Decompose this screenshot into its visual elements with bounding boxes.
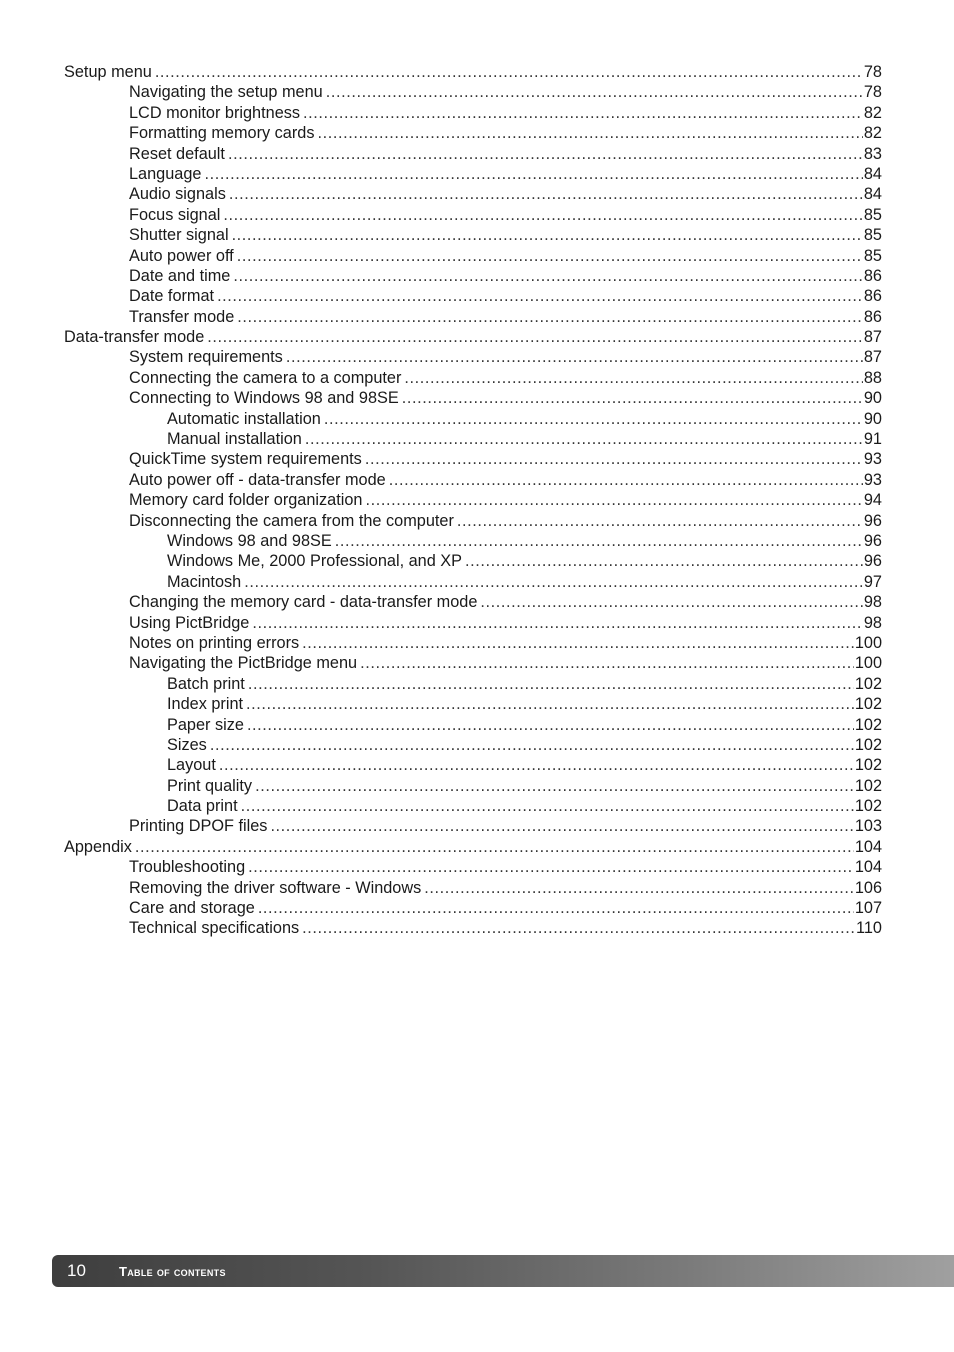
toc-entry [64, 103, 882, 123]
toc-entry-title: System requirements [129, 348, 283, 367]
toc-entry [64, 694, 882, 714]
toc-entry [64, 327, 882, 347]
toc-entry-title: Transfer mode [129, 307, 235, 326]
dot-leader [255, 776, 854, 796]
toc-entry-page: 96 [863, 511, 882, 530]
toc-entry-page: 102 [854, 797, 882, 816]
toc-entry-page: 102 [854, 735, 882, 754]
dot-leader [286, 347, 863, 367]
dot-leader [207, 327, 863, 347]
dot-leader [424, 878, 854, 898]
toc-entry [64, 286, 882, 306]
toc-entry [64, 184, 882, 204]
toc-entry [64, 225, 882, 245]
dot-leader [217, 286, 863, 306]
toc-entry-title: Language [129, 164, 202, 183]
dot-leader [135, 837, 854, 857]
toc-entry-title: Focus signal [129, 205, 221, 224]
toc-entry-title: Shutter signal [129, 226, 229, 245]
dot-leader [389, 470, 863, 490]
toc-entry-page: 102 [854, 776, 882, 795]
toc-entry-page: 102 [854, 756, 882, 775]
dot-leader [229, 184, 863, 204]
toc-entry [64, 735, 882, 755]
toc-entry-page: 87 [863, 328, 882, 347]
toc-entry-title: Sizes [167, 735, 207, 754]
toc-entry-title: Windows 98 and 98SE [167, 531, 332, 550]
dot-leader [210, 735, 854, 755]
toc-entry-title: Audio signals [129, 185, 226, 204]
toc-entry-page: 104 [854, 837, 882, 856]
toc-entry [64, 898, 882, 918]
toc-entry-page: 102 [854, 695, 882, 714]
toc-entry-title: Macintosh [167, 572, 242, 591]
dot-leader [360, 653, 854, 673]
toc-entry-page: 110 [856, 919, 882, 938]
toc-entry-page: 85 [863, 246, 882, 265]
toc-entry-page: 104 [854, 858, 882, 877]
dot-leader [237, 307, 863, 327]
dot-leader [233, 266, 863, 286]
toc-entry-page: 102 [854, 715, 882, 734]
toc-entry [64, 388, 882, 408]
toc-entry [64, 511, 882, 531]
dot-leader [465, 551, 863, 571]
toc-entry-title: Layout [167, 756, 216, 775]
toc-entry-title: Navigating the setup menu [129, 83, 323, 102]
dot-leader [365, 449, 863, 469]
toc-entry [64, 674, 882, 694]
toc-entry-page: 86 [863, 287, 882, 306]
dot-leader [302, 633, 854, 653]
toc-entry-title: Data print [167, 797, 238, 816]
toc-entry-page: 91 [863, 430, 882, 449]
dot-leader [302, 918, 855, 938]
toc-entry [64, 857, 882, 877]
section-title: Table of contents [119, 1264, 226, 1279]
toc-entry [64, 551, 882, 571]
dot-leader [317, 123, 862, 143]
toc-entry-title: Date and time [129, 266, 231, 285]
toc-entry-title: Technical specifications [129, 919, 300, 938]
toc-entry-title: Printing DPOF files [129, 817, 268, 836]
toc-entry [64, 755, 882, 775]
toc-entry-title: Using PictBridge [129, 613, 250, 632]
toc-entry-page: 98 [863, 613, 882, 632]
dot-leader [204, 164, 862, 184]
toc-entry-page: 96 [863, 552, 882, 571]
toc-entry-page: 106 [854, 878, 882, 897]
toc-entry-title: Manual installation [167, 430, 302, 449]
toc-entry [64, 633, 882, 653]
toc-entry [64, 62, 882, 82]
toc-entry [64, 837, 882, 857]
toc-entry-title: QuickTime system requirements [129, 450, 362, 469]
toc-entry-title: Navigating the PictBridge menu [129, 654, 358, 673]
toc-entry [64, 409, 882, 429]
dot-leader [326, 82, 863, 102]
toc-entry-title: Auto power off [129, 246, 234, 265]
toc-entry-page: 102 [854, 674, 882, 693]
dot-leader [335, 531, 863, 551]
dot-leader [155, 62, 863, 82]
toc-entry-title: Connecting the camera to a computer [129, 368, 402, 387]
toc-entry-page: 103 [854, 817, 882, 836]
dot-leader [402, 388, 863, 408]
dot-leader [247, 715, 854, 735]
toc-entry-page: 87 [863, 348, 882, 367]
dot-leader [219, 755, 854, 775]
dot-leader [237, 246, 863, 266]
dot-leader [365, 490, 862, 510]
toc-entry-title: Setup menu [64, 63, 152, 81]
toc-entry-page: 93 [863, 450, 882, 469]
toc-entry-title: Automatic installation [167, 409, 321, 428]
toc-entry-page: 100 [854, 633, 882, 652]
toc-entry-title: Windows Me, 2000 Professional, and XP [167, 552, 463, 571]
toc-entry-title: Print quality [167, 776, 253, 795]
dot-leader [258, 898, 854, 918]
toc-entry-page: 90 [863, 389, 882, 408]
toc-entry [64, 816, 882, 836]
toc-entry-title: Date format [129, 287, 215, 306]
toc-entry-title: Data-transfer mode [64, 328, 205, 347]
table-of-contents [64, 62, 882, 939]
toc-entry [64, 429, 882, 449]
page-number: 10 [67, 1261, 86, 1280]
toc-entry-page: 85 [863, 226, 882, 245]
toc-entry-page: 83 [863, 144, 882, 163]
toc-entry [64, 470, 882, 490]
dot-leader [246, 694, 854, 714]
toc-entry-title: Formatting memory cards [129, 124, 315, 143]
toc-entry-page: 86 [863, 307, 882, 326]
toc-entry-page: 97 [863, 572, 882, 591]
toc-entry [64, 572, 882, 592]
dot-leader [228, 144, 863, 164]
toc-entry-page: 88 [863, 368, 882, 387]
toc-entry [64, 205, 882, 225]
toc-entry [64, 266, 882, 286]
dot-leader [232, 225, 863, 245]
page-footer-bar [52, 1255, 954, 1287]
dot-leader [324, 409, 863, 429]
toc-entry-title: Paper size [167, 715, 244, 734]
dot-leader [223, 205, 862, 225]
toc-entry-page: 86 [863, 266, 882, 285]
toc-entry-page: 78 [863, 83, 882, 102]
dot-leader [303, 103, 863, 123]
dot-leader [241, 796, 854, 816]
toc-entry-title: Reset default [129, 144, 225, 163]
dot-leader [244, 572, 863, 592]
toc-entry-title: Troubleshooting [129, 858, 246, 877]
toc-entry-page: 98 [863, 593, 882, 612]
toc-entry [64, 715, 882, 735]
toc-entry-page: 85 [863, 205, 882, 224]
toc-entry-page: 100 [854, 654, 882, 673]
dot-leader [480, 592, 862, 612]
toc-entry [64, 123, 882, 143]
toc-entry-page: 84 [863, 185, 882, 204]
toc-entry-title: Disconnecting the camera from the computer [129, 511, 454, 530]
toc-entry [64, 918, 882, 938]
toc-entry-title: Batch print [167, 674, 245, 693]
toc-entry [64, 531, 882, 551]
dot-leader [248, 674, 854, 694]
toc-entry-title: Connecting to Windows 98 and 98SE [129, 389, 399, 408]
toc-entry [64, 164, 882, 184]
toc-entry-page: 94 [863, 491, 882, 510]
dot-leader [248, 857, 854, 877]
toc-entry-title: Appendix [64, 837, 132, 856]
toc-entry-title: Care and storage [129, 899, 255, 918]
toc-entry-title: Memory card folder organization [129, 491, 363, 510]
toc-entry [64, 653, 882, 673]
toc-entry [64, 776, 882, 796]
toc-entry [64, 82, 882, 102]
toc-entry-page: 82 [863, 103, 882, 122]
toc-entry-page: 93 [863, 470, 882, 489]
toc-entry [64, 490, 882, 510]
toc-entry [64, 347, 882, 367]
toc-entry [64, 144, 882, 164]
toc-entry-page: 96 [863, 531, 882, 550]
toc-entry-page: 82 [863, 124, 882, 143]
toc-entry-page: 90 [863, 409, 882, 428]
toc-entry-title: Auto power off - data-transfer mode [129, 470, 386, 489]
toc-entry-page: 78 [863, 63, 882, 81]
dot-leader [305, 429, 863, 449]
toc-entry [64, 796, 882, 816]
toc-entry [64, 613, 882, 633]
toc-entry-page: 84 [863, 164, 882, 183]
toc-entry-title: Index print [167, 695, 244, 714]
dot-leader [252, 613, 863, 633]
toc-entry-page: 107 [854, 899, 882, 918]
toc-entry-title: Removing the driver software - Windows [129, 878, 422, 897]
toc-entry [64, 592, 882, 612]
dot-leader [457, 511, 863, 531]
toc-entry [64, 246, 882, 266]
toc-entry [64, 307, 882, 327]
toc-entry-title: LCD monitor brightness [129, 103, 301, 122]
toc-entry [64, 878, 882, 898]
toc-entry-title: Notes on printing errors [129, 633, 300, 652]
dot-leader [404, 368, 862, 388]
toc-entry [64, 449, 882, 469]
toc-entry-title: Changing the memory card - data-transfer mode [129, 593, 478, 612]
dot-leader [270, 816, 853, 836]
toc-entry [64, 368, 882, 388]
